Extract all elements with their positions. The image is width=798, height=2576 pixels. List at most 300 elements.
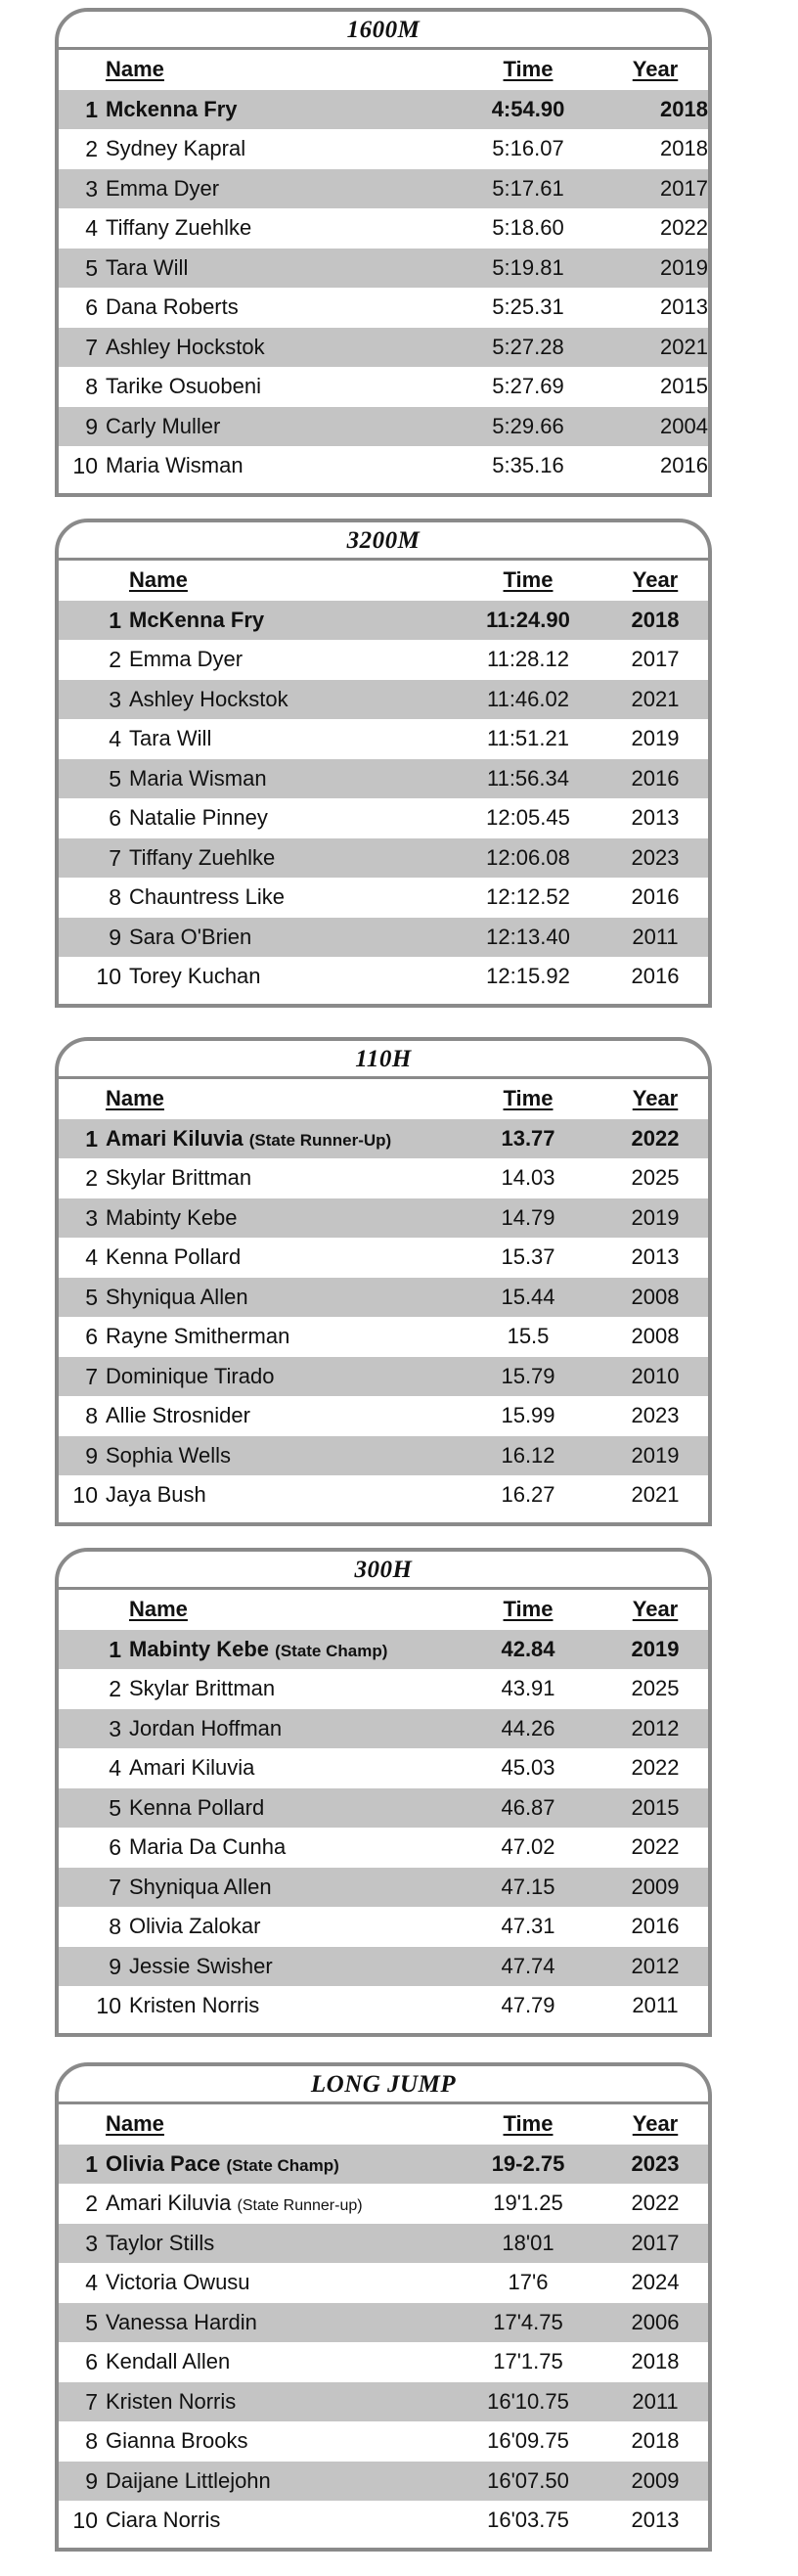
athlete-name-cell — [106, 2462, 271, 2502]
event-table-300h — [55, 1548, 712, 2037]
rank-number: 5 — [85, 254, 98, 281]
table-body — [59, 90, 708, 486]
athlete-name-cell — [106, 2382, 236, 2422]
athlete-name: Maria Da Cunha — [129, 1834, 287, 1859]
athlete-name: Vanessa Hardin — [106, 2309, 257, 2334]
header-time: Time — [503, 1086, 554, 1110]
time-value: 4:54.90 — [491, 96, 565, 121]
rank-number: 2 — [85, 1165, 98, 1191]
rank-number: 2 — [109, 1676, 121, 1701]
athlete-name: Gianna Brooks — [106, 2428, 248, 2453]
year-value: 2022 — [631, 1125, 680, 1151]
athlete-name: Mckenna Fry — [106, 96, 238, 121]
table-row — [59, 2421, 708, 2462]
athlete-name: Tiffany Zuehlke — [129, 844, 276, 870]
year-value: 2019 — [631, 1442, 680, 1468]
achievement-note: (State Champ) — [275, 1641, 388, 1660]
athlete-name-cell — [129, 759, 267, 799]
athlete-name: Taylor Stills — [106, 2230, 215, 2255]
header-year: Year — [632, 57, 679, 81]
rank-number: 8 — [85, 1403, 98, 1428]
time-value: 12:06.08 — [486, 844, 570, 870]
time-value: 16'10.75 — [487, 2388, 569, 2414]
table-row — [59, 2303, 708, 2343]
year-value: 2019 — [631, 1636, 680, 1661]
time-value: 11:24.90 — [486, 607, 570, 632]
athlete-name: Shyniqua Allen — [106, 1284, 248, 1309]
time-value: 5:27.28 — [492, 334, 564, 359]
table-row — [59, 838, 708, 879]
table-row — [59, 1198, 708, 1239]
table-row — [59, 1396, 708, 1436]
time-value: 14.03 — [501, 1165, 555, 1190]
rank-number: 8 — [109, 1914, 121, 1939]
time-value: 5:17.61 — [492, 175, 564, 201]
athlete-name: Sydney Kapral — [106, 136, 246, 160]
time-value: 17'1.75 — [493, 2349, 563, 2373]
athlete-name: Dominique Tirado — [106, 1363, 275, 1388]
year-value: 2009 — [631, 1874, 680, 1899]
table-row — [59, 1748, 708, 1788]
athlete-name: Tarike Osuobeni — [106, 374, 261, 398]
event-title: 3200M — [59, 522, 708, 561]
year-value: 2011 — [632, 924, 679, 949]
rank-number: 9 — [85, 1442, 98, 1469]
rank-number: 1 — [85, 1125, 98, 1152]
rank-number: 6 — [109, 1834, 121, 1860]
table-header — [59, 50, 708, 90]
time-value: 44.26 — [501, 1715, 555, 1740]
time-value: 15.79 — [501, 1363, 555, 1388]
athlete-name: Amari Kiluvia — [106, 1125, 244, 1151]
athlete-name: Jaya Bush — [106, 1482, 206, 1507]
year-value: 2010 — [631, 1363, 680, 1388]
year-value: 2022 — [631, 2191, 680, 2215]
rank-number: 2 — [85, 136, 98, 161]
time-value: 11:46.02 — [486, 686, 569, 711]
table-row — [59, 1119, 708, 1159]
athlete-name: Allie Strosnider — [106, 1403, 250, 1427]
table-row — [59, 1158, 708, 1198]
rank-number: 8 — [85, 2428, 98, 2454]
rank-number: 10 — [72, 453, 98, 478]
table-row — [59, 2224, 708, 2264]
time-value: 5:35.16 — [492, 453, 564, 477]
table-row — [59, 328, 708, 368]
athlete-name-cell — [129, 918, 251, 958]
year-value: 2016 — [631, 964, 680, 988]
athlete-name-cell — [106, 1158, 251, 1198]
athlete-name-cell — [106, 2263, 250, 2303]
year-value: 2017 — [631, 647, 680, 671]
time-value: 47.02 — [501, 1834, 555, 1859]
table-row — [59, 367, 708, 407]
rank-number: 3 — [85, 1204, 98, 1231]
year-value: 2011 — [632, 2388, 679, 2414]
year-value: 2008 — [631, 1284, 680, 1309]
table-row — [59, 2462, 708, 2502]
time-value: 47.79 — [501, 1993, 555, 2017]
rank-number: 3 — [85, 2230, 98, 2256]
athlete-name-cell — [129, 838, 275, 879]
event-title: 1600M — [59, 12, 708, 50]
year-value: 2018 — [660, 136, 708, 160]
athlete-name: Mabinty Kebe — [106, 1204, 238, 1230]
athlete-name-cell — [129, 1868, 272, 1908]
table-row — [59, 1238, 708, 1278]
event-title: 110H — [59, 1041, 708, 1079]
athlete-name-cell — [106, 169, 219, 209]
table-row — [59, 2184, 708, 2224]
header-year: Year — [632, 2111, 679, 2136]
athlete-name-cell — [106, 407, 220, 447]
table-header — [59, 1079, 708, 1119]
athlete-name-cell — [106, 1475, 206, 1515]
rank-number: 5 — [109, 765, 121, 791]
time-value: 12:13.40 — [486, 924, 570, 949]
athlete-name-cell — [129, 1907, 260, 1947]
year-value: 2019 — [660, 254, 708, 280]
time-value: 19-2.75 — [491, 2150, 565, 2176]
year-value: 2018 — [631, 2428, 680, 2453]
year-value: 2013 — [660, 294, 708, 319]
athlete-name: Torey Kuchan — [129, 964, 261, 988]
athlete-name: Emma Dyer — [106, 175, 220, 201]
year-value: 2021 — [631, 686, 680, 711]
time-value: 19'1.25 — [493, 2191, 563, 2215]
event-table-long-jump — [55, 2062, 712, 2552]
table-row — [59, 719, 708, 759]
achievement-note: (State Champ) — [226, 2155, 339, 2175]
year-value: 2022 — [631, 1834, 680, 1859]
athlete-name-cell — [129, 640, 243, 680]
table-row — [59, 640, 708, 680]
year-value: 2006 — [631, 2309, 680, 2334]
rank-number: 6 — [85, 1324, 98, 1349]
table-row — [59, 1475, 708, 1515]
athlete-name: Ashley Hockstok — [106, 334, 265, 359]
time-value: 5:27.69 — [492, 374, 564, 398]
year-value: 2021 — [631, 1482, 680, 1507]
header-time: Time — [503, 57, 554, 81]
athlete-name: Amari Kiluvia — [129, 1755, 255, 1780]
athlete-name: Dana Roberts — [106, 294, 239, 319]
athlete-name: Maria Wisman — [129, 765, 267, 791]
table-row — [59, 1947, 708, 1987]
time-value: 15.5 — [507, 1324, 550, 1348]
table-row — [59, 2263, 708, 2303]
table-row — [59, 1986, 708, 2026]
athlete-name-cell — [106, 1436, 231, 1476]
event-table-3200m — [55, 519, 712, 1008]
time-value: 15.37 — [501, 1244, 555, 1269]
athlete-name-cell — [106, 328, 265, 368]
year-value: 2025 — [631, 1165, 680, 1190]
table-row — [59, 1828, 708, 1868]
rank-number: 7 — [85, 1363, 98, 1389]
table-row — [59, 2501, 708, 2541]
athlete-name-cell — [106, 1198, 238, 1239]
year-value: 2021 — [660, 334, 708, 359]
athlete-name-cell — [129, 601, 264, 641]
table-row — [59, 288, 708, 328]
year-value: 2018 — [631, 2349, 680, 2373]
header-year: Year — [632, 1086, 679, 1110]
table-header — [59, 561, 708, 601]
athlete-name: Jordan Hoffman — [129, 1715, 283, 1740]
year-value: 2012 — [631, 1715, 680, 1740]
time-value: 47.15 — [501, 1874, 555, 1899]
time-value: 47.74 — [501, 1953, 555, 1978]
time-value: 5:19.81 — [492, 254, 564, 280]
athlete-name-cell — [129, 680, 288, 720]
athlete-name: Tiffany Zuehlke — [106, 215, 252, 240]
year-value: 2015 — [660, 374, 708, 398]
table-row — [59, 2145, 708, 2185]
athlete-name: Ciara Norris — [106, 2508, 221, 2532]
time-value: 14.79 — [501, 1204, 555, 1230]
rank-number: 9 — [109, 1953, 121, 1979]
time-value: 47.31 — [501, 1914, 555, 1938]
table-row — [59, 1788, 708, 1829]
achievement-note: (State Runner-up) — [237, 2197, 363, 2214]
year-value: 2016 — [631, 884, 680, 909]
table-header — [59, 2104, 708, 2145]
header-name: Name — [106, 1086, 164, 1110]
table-row — [59, 918, 708, 958]
table-row — [59, 957, 708, 997]
year-value: 2015 — [631, 1794, 680, 1820]
table-row — [59, 798, 708, 838]
rank-number: 1 — [85, 2150, 98, 2177]
table-row — [59, 2342, 708, 2382]
rank-number: 10 — [72, 2508, 98, 2533]
time-value: 17'6 — [508, 2270, 549, 2294]
table-row — [59, 1278, 708, 1318]
athlete-name-cell — [129, 1709, 282, 1749]
table-header — [59, 1590, 708, 1630]
time-value: 18'01 — [502, 2230, 554, 2255]
time-value: 5:16.07 — [492, 136, 564, 160]
header-name: Name — [129, 1597, 188, 1621]
year-value: 2024 — [631, 2270, 680, 2294]
header-year: Year — [632, 567, 679, 592]
athlete-name-cell — [106, 1238, 241, 1278]
time-value: 16.27 — [501, 1482, 555, 1507]
rank-number: 4 — [85, 215, 98, 241]
header-name: Name — [129, 567, 188, 592]
time-value: 12:12.52 — [486, 884, 570, 909]
rank-number: 1 — [85, 96, 98, 122]
rank-number: 5 — [109, 1794, 121, 1821]
rank-number: 10 — [96, 964, 121, 989]
time-value: 43.91 — [501, 1676, 555, 1700]
event-title: 300H — [59, 1552, 708, 1590]
table-row — [59, 759, 708, 799]
athlete-name-cell — [106, 208, 251, 249]
athlete-name-cell — [106, 2501, 220, 2541]
table-row — [59, 601, 708, 641]
athlete-name-cell — [129, 1748, 254, 1788]
time-value: 11:51.21 — [486, 726, 569, 750]
athlete-name-cell — [106, 1317, 289, 1357]
year-value: 2016 — [660, 453, 708, 477]
athlete-name-cell — [129, 1947, 273, 1987]
rank-number: 2 — [109, 647, 121, 672]
athlete-name: McKenna Fry — [129, 607, 265, 632]
rank-number: 6 — [109, 805, 121, 831]
header-name: Name — [106, 57, 164, 81]
year-value: 2022 — [660, 215, 708, 240]
year-value: 2022 — [631, 1755, 680, 1780]
athlete-name: Rayne Smitherman — [106, 1324, 290, 1348]
athlete-name-cell — [106, 288, 239, 328]
athlete-name-cell — [129, 1828, 286, 1868]
time-value: 5:25.31 — [492, 294, 564, 319]
athlete-name: Sara O'Brien — [129, 924, 252, 949]
year-value: 2004 — [660, 413, 708, 438]
year-value: 2008 — [631, 1324, 680, 1348]
year-value: 2017 — [660, 175, 708, 201]
year-value: 2009 — [631, 2467, 680, 2493]
athlete-name: Daijane Littlejohn — [106, 2467, 271, 2493]
table-body — [59, 1630, 708, 2026]
athlete-name-cell — [129, 957, 261, 997]
table-body — [59, 601, 708, 997]
event-table-110h — [55, 1037, 712, 1526]
athlete-name: Kristen Norris — [129, 1993, 260, 2017]
rank-number: 1 — [109, 607, 121, 633]
year-value: 2018 — [631, 607, 680, 632]
athlete-name: Tara Will — [106, 254, 189, 280]
athlete-name-cell — [106, 2184, 363, 2227]
athlete-name: Olivia Pace — [106, 2150, 221, 2176]
time-value: 12:05.45 — [486, 805, 570, 830]
athlete-name: Shyniqua Allen — [129, 1874, 272, 1899]
athlete-name-cell — [106, 2342, 230, 2382]
rank-number: 10 — [72, 1482, 98, 1508]
table-row — [59, 208, 708, 249]
table-row — [59, 249, 708, 289]
achievement-note: (State Runner-Up) — [248, 1130, 392, 1150]
header-time: Time — [503, 567, 554, 592]
year-value: 2013 — [631, 805, 680, 830]
rank-number: 5 — [85, 2309, 98, 2335]
athlete-name-cell — [106, 367, 261, 407]
athlete-name-cell — [106, 446, 244, 486]
athlete-name-cell — [106, 1119, 391, 1161]
rank-number: 4 — [85, 2270, 98, 2295]
rank-number: 9 — [109, 924, 121, 950]
year-value: 2011 — [632, 1993, 679, 2017]
athlete-name-cell — [129, 878, 285, 918]
time-value: 42.84 — [501, 1636, 555, 1661]
event-title: LONG JUMP — [59, 2066, 708, 2104]
table-row — [59, 446, 708, 486]
athlete-name-cell — [106, 1396, 250, 1436]
rank-number: 6 — [85, 2349, 98, 2374]
year-value: 2017 — [631, 2230, 680, 2255]
rank-number: 2 — [85, 2191, 98, 2216]
athlete-name: Kenna Pollard — [129, 1794, 265, 1820]
time-value: 15.44 — [501, 1284, 555, 1309]
athlete-name: Mabinty Kebe — [129, 1636, 270, 1661]
athlete-name: Victoria Owusu — [106, 2270, 250, 2294]
table-row — [59, 1436, 708, 1476]
athlete-name-cell — [129, 798, 268, 838]
rank-number: 8 — [85, 374, 98, 399]
header-year: Year — [632, 1597, 679, 1621]
table-row — [59, 1907, 708, 1947]
time-value: 17'4.75 — [493, 2309, 563, 2334]
athlete-name: Skylar Brittman — [106, 1165, 252, 1190]
athlete-name-cell — [106, 2224, 214, 2264]
rank-number: 9 — [85, 2467, 98, 2494]
rank-number: 5 — [85, 1284, 98, 1310]
athlete-name: Carly Muller — [106, 413, 221, 438]
athlete-name: Sophia Wells — [106, 1442, 231, 1468]
year-value: 2013 — [631, 1244, 680, 1269]
athlete-name-cell — [129, 1986, 259, 2026]
year-value: 2016 — [631, 765, 680, 791]
year-value: 2016 — [631, 1914, 680, 1938]
rank-number: 4 — [109, 726, 121, 751]
rank-number: 3 — [109, 1715, 121, 1741]
table-row — [59, 1669, 708, 1709]
table-body — [59, 1119, 708, 1515]
athlete-name-cell — [106, 2421, 248, 2462]
header-time: Time — [503, 2111, 554, 2136]
time-value: 5:18.60 — [492, 215, 564, 240]
athlete-name-cell — [106, 90, 238, 130]
year-value: 2019 — [631, 726, 680, 750]
time-value: 5:29.66 — [492, 413, 564, 438]
year-value: 2023 — [631, 1403, 680, 1427]
table-row — [59, 1317, 708, 1357]
athlete-name: Ashley Hockstok — [129, 686, 288, 711]
year-value: 2019 — [631, 1204, 680, 1230]
athlete-name: Kristen Norris — [106, 2388, 237, 2414]
athlete-name: Tara Will — [129, 726, 212, 750]
table-row — [59, 90, 708, 130]
athlete-name: Amari Kiluvia — [106, 2191, 232, 2215]
rank-number: 9 — [85, 413, 98, 439]
year-value: 2012 — [631, 1953, 680, 1978]
athlete-name-cell — [129, 1630, 387, 1672]
time-value: 12:15.92 — [486, 964, 570, 988]
athlete-name: Natalie Pinney — [129, 805, 268, 830]
athlete-name-cell — [106, 1357, 274, 1397]
athlete-name-cell — [106, 2303, 257, 2343]
header-name: Name — [106, 2111, 164, 2136]
table-row — [59, 680, 708, 720]
time-value: 11:28.12 — [486, 647, 569, 671]
header-time: Time — [503, 1597, 554, 1621]
athlete-name-cell — [106, 1278, 248, 1318]
event-table-1600m — [55, 8, 712, 497]
athlete-name-cell — [106, 2145, 339, 2187]
rank-number: 4 — [85, 1244, 98, 1270]
athlete-name: Olivia Zalokar — [129, 1914, 261, 1938]
rank-number: 7 — [109, 1874, 121, 1900]
rank-number: 3 — [85, 175, 98, 202]
time-value: 45.03 — [501, 1755, 555, 1780]
table-row — [59, 407, 708, 447]
time-value: 16'09.75 — [487, 2428, 569, 2453]
table-row — [59, 2382, 708, 2422]
table-row — [59, 129, 708, 169]
table-body — [59, 2145, 708, 2541]
